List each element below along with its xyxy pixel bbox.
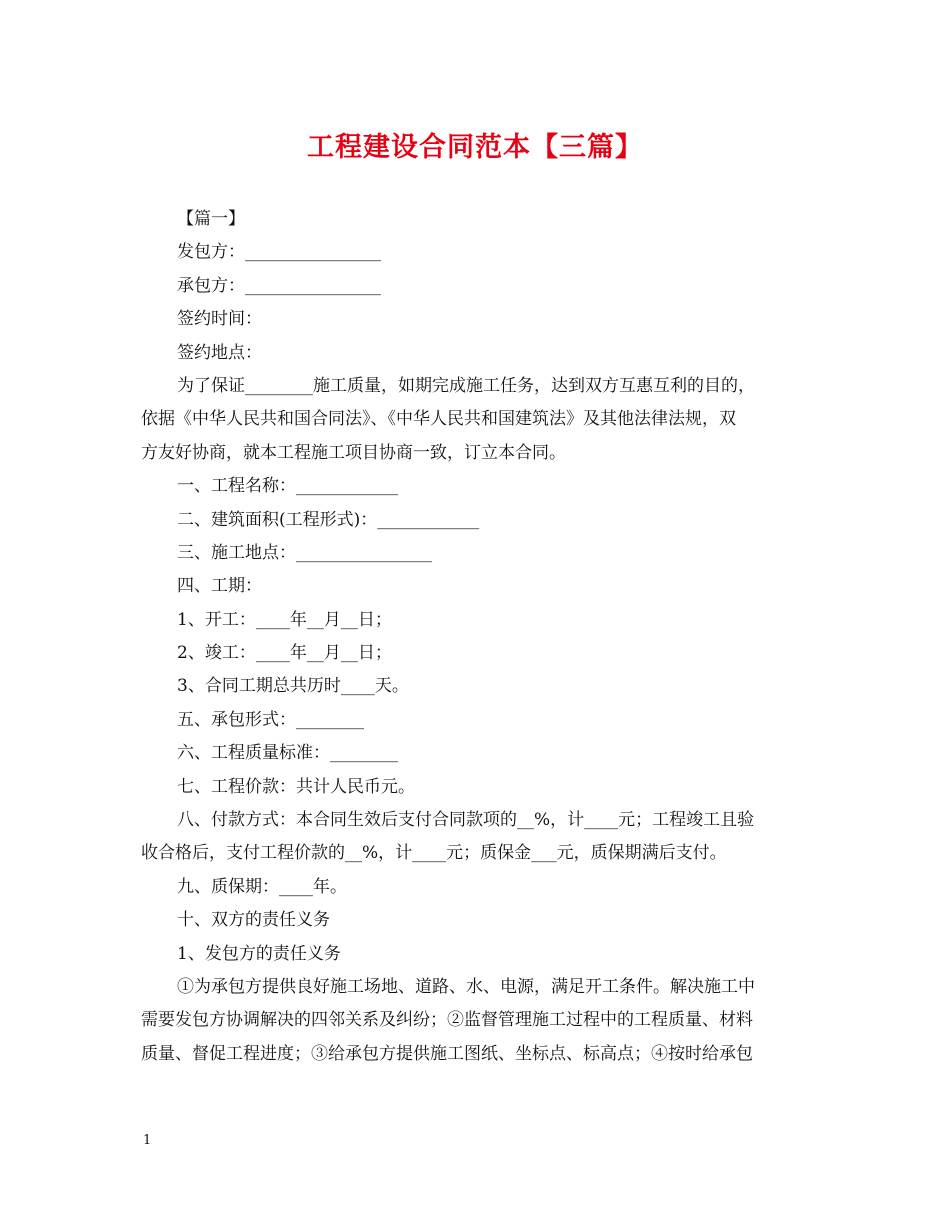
document-line: 六、工程质量标准：________ xyxy=(177,743,398,764)
document-line: 【篇一】 xyxy=(177,209,245,229)
document-body xyxy=(141,203,813,1071)
document-line: 四、工期： xyxy=(177,576,262,597)
document-line: 1、开工：____年__月__日； xyxy=(177,609,392,630)
page-number: 1 xyxy=(143,1133,152,1148)
document-line: ①为承包方提供良好施工场地、道路、水、电源，满足开工条件。解决施工中 xyxy=(177,976,755,997)
document-line: 八、付款方式：本合同生效后支付合同款项的__%，计____元；工程竣工且验 xyxy=(177,810,755,831)
document-line: 签约地点： xyxy=(177,342,262,363)
document-line: 为了保证________施工质量，如期完成施工任务，达到双方互惠互利的目的， xyxy=(177,375,755,396)
document-line: 二、建筑面积(工程形式)：____________ xyxy=(177,509,480,530)
document-line: 九、质保期：____年。 xyxy=(177,876,347,897)
document-line: 质量、督促工程进度；③给承包方提供施工图纸、坐标点、标高点；④按时给承包 xyxy=(141,1043,753,1064)
document-line: 收合格后，支付工程价款的__%，计____元；质保金___元，质保期满后支付。 xyxy=(141,843,727,864)
document-line: 一、工程名称：____________ xyxy=(177,476,398,497)
document-line: 十、双方的责任义务 xyxy=(177,910,330,931)
document-line: 承包方：________________ xyxy=(177,275,381,296)
document-title: 工程建设合同范本【三篇】 xyxy=(307,132,643,163)
document-line: 七、工程价款：共计人民币元。 xyxy=(177,776,415,797)
document-line: 发包方：________________ xyxy=(177,242,381,263)
document-line: 3、合同工期总共历时____天。 xyxy=(177,676,409,697)
document-line: 2、竣工：____年__月__日； xyxy=(177,643,392,664)
document-line: 1、发包方的责任义务 xyxy=(177,943,341,964)
document-line: 需要发包方协调解决的四邻关系及纠纷；②监督管理施工过程中的工程质量、材料 xyxy=(141,1010,753,1031)
document-line: 五、承包形式：________ xyxy=(177,709,364,730)
document-line: 依据《中华人民共和国合同法》、《中华人民共和国建筑法》及其他法律法规，双 xyxy=(141,409,736,430)
document-line: 方友好协商，就本工程施工项目协商一致，订立本合同。 xyxy=(141,442,566,463)
document-line: 签约时间： xyxy=(177,309,262,330)
document-line: 三、施工地点：________________ xyxy=(177,542,432,563)
